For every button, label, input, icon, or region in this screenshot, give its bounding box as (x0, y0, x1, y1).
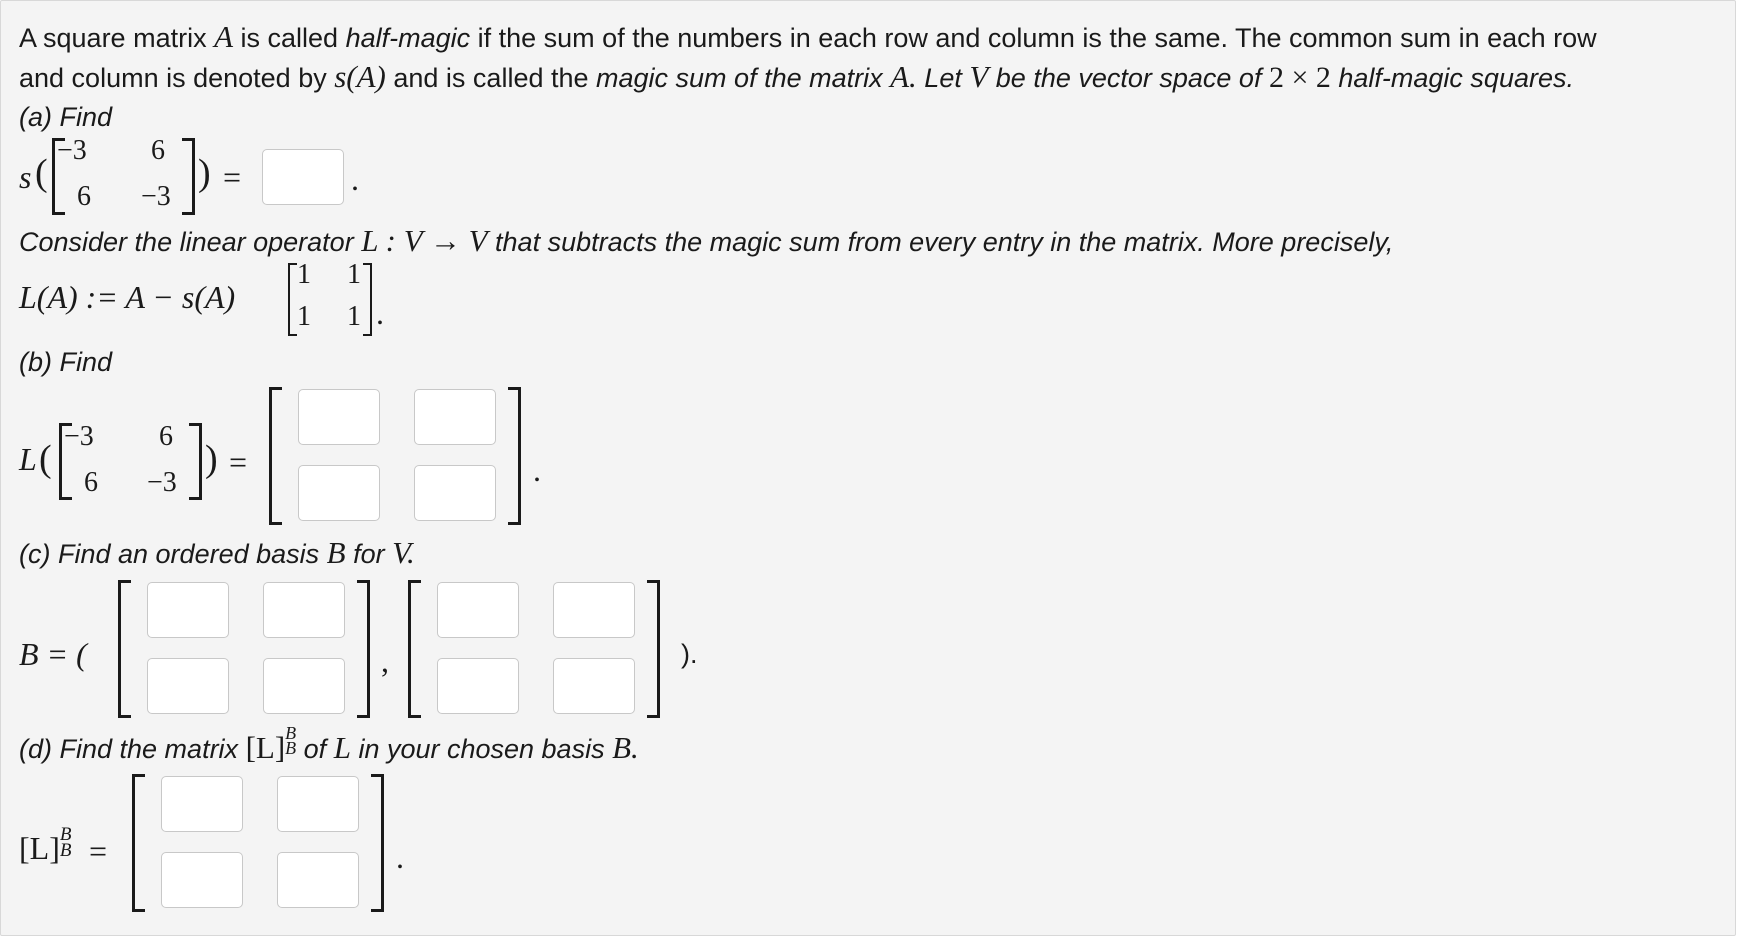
part-c-text: (c) Find an ordered basis (19, 539, 327, 569)
matrix-entry: 6 (77, 181, 91, 212)
open-paren: ( (39, 438, 52, 480)
math-L-matrix (245, 723, 297, 765)
equals-sign: = (223, 159, 242, 195)
right-bracket (363, 263, 372, 336)
period: . (533, 452, 541, 488)
L-result-entry-2-2[interactable] (414, 465, 496, 521)
part-b-func-L: L (19, 441, 37, 477)
L-matrix-entry-2-2[interactable] (277, 852, 359, 908)
intro-text: Let (916, 63, 970, 93)
matrix-entry: 6 (84, 467, 98, 498)
math-L-bracket: [L] (245, 730, 286, 765)
part-c-text: for (345, 539, 393, 569)
math-L: L (333, 730, 351, 765)
matrix-entry: −3 (147, 467, 177, 498)
matrix-entry: 6 (151, 135, 165, 166)
part-d-label (19, 723, 639, 769)
close-paren: ) (205, 438, 218, 480)
basis-matrix-1-entry-2-1[interactable] (147, 658, 229, 714)
ones-entry: 1 (297, 301, 311, 332)
close-paren: ) (198, 152, 211, 194)
ones-entry: 1 (297, 259, 311, 290)
matrix-lhs (19, 824, 72, 867)
right-bracket (182, 138, 195, 215)
L-result-entry-2-1[interactable] (298, 465, 380, 521)
matrix-entry: −3 (141, 181, 171, 212)
part-c-label (19, 533, 415, 574)
part-d-text: (d) Find the matrix (19, 734, 246, 764)
L-matrix-entry-1-2[interactable] (277, 776, 359, 832)
part-b-label: (b) Find (19, 347, 113, 377)
open-paren: ( (35, 152, 48, 194)
math-B: B (326, 535, 346, 570)
period: . (376, 295, 384, 331)
math-A: A (214, 19, 234, 54)
intro-text: if the sum of the numbers in each row and column is the same. The common sum in each row (470, 23, 1597, 53)
right-bracket (371, 774, 384, 912)
left-bracket (288, 263, 297, 336)
left-bracket (118, 580, 131, 718)
ones-entry: 1 (347, 301, 361, 332)
equals-sign: = (89, 833, 108, 869)
left-bracket (408, 580, 421, 718)
basis-close: ). (681, 639, 698, 669)
math-B: B. (612, 730, 639, 765)
math-sup: B (59, 824, 72, 845)
basis-matrix-2-entry-2-1[interactable] (437, 658, 519, 714)
period: . (396, 839, 404, 875)
basis-matrix-1-entry-2-2[interactable] (263, 658, 345, 714)
comma: , (381, 643, 389, 679)
matrix-entry: −3 (64, 421, 94, 452)
right-bracket (508, 387, 521, 525)
left-bracket (269, 387, 282, 525)
basis-matrix-2-entry-1-2[interactable] (553, 582, 635, 638)
L-result-entry-1-1[interactable] (298, 389, 380, 445)
math-V: V (969, 59, 989, 94)
part-d-text: of (296, 734, 334, 764)
intro-text: is called (233, 23, 346, 53)
matrix-entry: 6 (159, 421, 173, 452)
right-bracket (647, 580, 660, 718)
intro-line-2 (19, 57, 1574, 98)
matrix-entry: −3 (57, 135, 87, 166)
math-L-map: L : V → V (361, 223, 488, 258)
intro-line-1 (19, 17, 1597, 58)
L-matrix-entry-1-1[interactable] (161, 776, 243, 832)
operator-description (19, 221, 1393, 262)
math-sA: s(A) (334, 59, 386, 94)
basis-matrix-2-entry-2-2[interactable] (553, 658, 635, 714)
math-V: V. (392, 535, 415, 570)
equals-sign: = (229, 444, 248, 480)
math-L-bracket: [L] (19, 830, 60, 866)
L-matrix-entry-2-1[interactable] (161, 852, 243, 908)
math-sub: B (285, 738, 297, 758)
period: . (351, 161, 359, 197)
math-dimension: 2 × 2 (1268, 61, 1331, 94)
right-bracket (189, 423, 202, 500)
basis-matrix-1-entry-1-1[interactable] (147, 582, 229, 638)
left-bracket (132, 774, 145, 912)
magic-sum-input[interactable] (262, 149, 344, 205)
math-scripts (59, 824, 72, 861)
basis-matrix-2-entry-1-1[interactable] (437, 582, 519, 638)
operator-definition-lhs: L(A) := A − s(A) (19, 279, 236, 315)
math-sub: B (59, 840, 72, 861)
math-sup: B (285, 723, 297, 743)
math-A: A. (890, 59, 917, 94)
part-d-text: in your chosen basis (350, 734, 613, 764)
intro-text: A square matrix (19, 23, 215, 53)
term-magic-sum: magic sum of the matrix (596, 63, 891, 93)
ones-entry: 1 (347, 259, 361, 290)
operator-text: that subtracts the magic sum from every entry in the matrix. More precisely, (487, 227, 1394, 257)
intro-text: and is called the (385, 63, 597, 93)
part-a-label: (a) Find (19, 102, 113, 132)
intro-text: be the vector space of (988, 63, 1269, 93)
intro-text: half-magic squares. (1330, 63, 1574, 93)
L-result-entry-1-2[interactable] (414, 389, 496, 445)
term-half-magic: half-magic (345, 23, 471, 53)
intro-text: and column is denoted by (19, 63, 335, 93)
math-scripts (285, 723, 297, 758)
part-a-func-s: s (19, 159, 32, 195)
basis-lhs: B = ( (19, 636, 87, 672)
right-bracket (357, 580, 370, 718)
basis-matrix-1-entry-1-2[interactable] (263, 582, 345, 638)
operator-text: Consider the linear operator (19, 227, 362, 257)
